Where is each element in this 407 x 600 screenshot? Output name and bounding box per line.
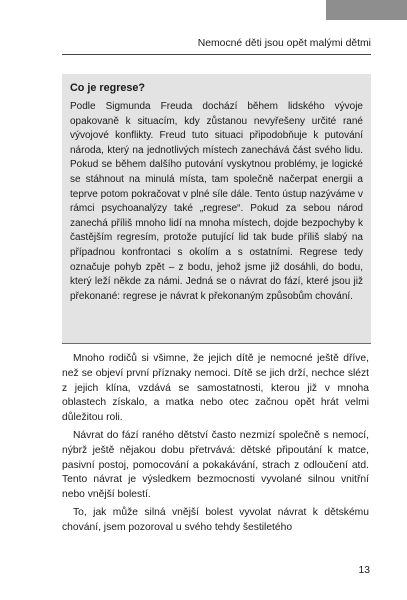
body-paragraph: Návrat do fází raného dětství často nezmizí společně s nemocí, nýbrž ještě nějakou dobu přetrvává: dětské připoutání k matce, pasivní postoj, pomocování a pokakávání, strach z odloučení atd. Tento návrat je výsledkem bezmocnosti vyvolané silnou vnitřní nebo vnější bolestí. xyxy=(62,429,369,501)
sidebar-text: Podle Sigmunda Freuda dochází během lidského vývoje opakovaně k situacím, kdy zůstanou nevyřešeny určité rané vývojové konflikty. Freud tuto situaci připodobňuje k putování národa, který na jednotlivých místech zanechává část svého lidu. Pokud se během dalšího putování vyskytnou problémy, je logické se stáhnout na minulá místa, tam společně načerpat energii a teprve potom pokračovat v plné síle dále. Tento ústup nazýváme v rámci psychoanalýzy také „regrese“. Pokud za sebou národ zanechá příliš mnoho lidí na mnoha místech, dojde bezpochyby k častějším regresím, protože putující lid tak bude příliš slabý na případnou konfrontaci s okolím a s ostatními. Regrese tedy označuje pohyb zpět – z bodu, jehož jsme již dosáhli, do bodu, který leží někde za námi. Jedná se o návrat do fází, které jsou již překonané: regrese je návrat k překonaným způsobům chování. xyxy=(70,101,363,302)
body-paragraph: Mnoho rodičů si všimne, že jejich dítě je nemocné ještě dříve, než se objeví první příznaky nemoci. Dítě se jich drží, nechce slézt z jejich klína, vzdává se samostatnosti, kterou již v mnoha oblastech získalo, a matka nebo otec začnou opět hrát velmi důležitou roli. xyxy=(62,353,369,424)
page-number: 13 xyxy=(358,565,370,576)
header-divider xyxy=(62,54,371,55)
sidebar-title: Co je regrese? xyxy=(70,82,146,94)
main-text xyxy=(62,352,369,536)
body-paragraph: To, jak může silná vnější bolest vyvolat návrat k dětskému chování, jsem pozoroval u svého tehdy šestiletého xyxy=(62,506,369,533)
chapter-thumb-tab xyxy=(326,0,407,20)
running-header-title: Nemocné děti jsou opět malými dětmi xyxy=(197,38,371,49)
info-sidebar-box xyxy=(62,74,371,344)
